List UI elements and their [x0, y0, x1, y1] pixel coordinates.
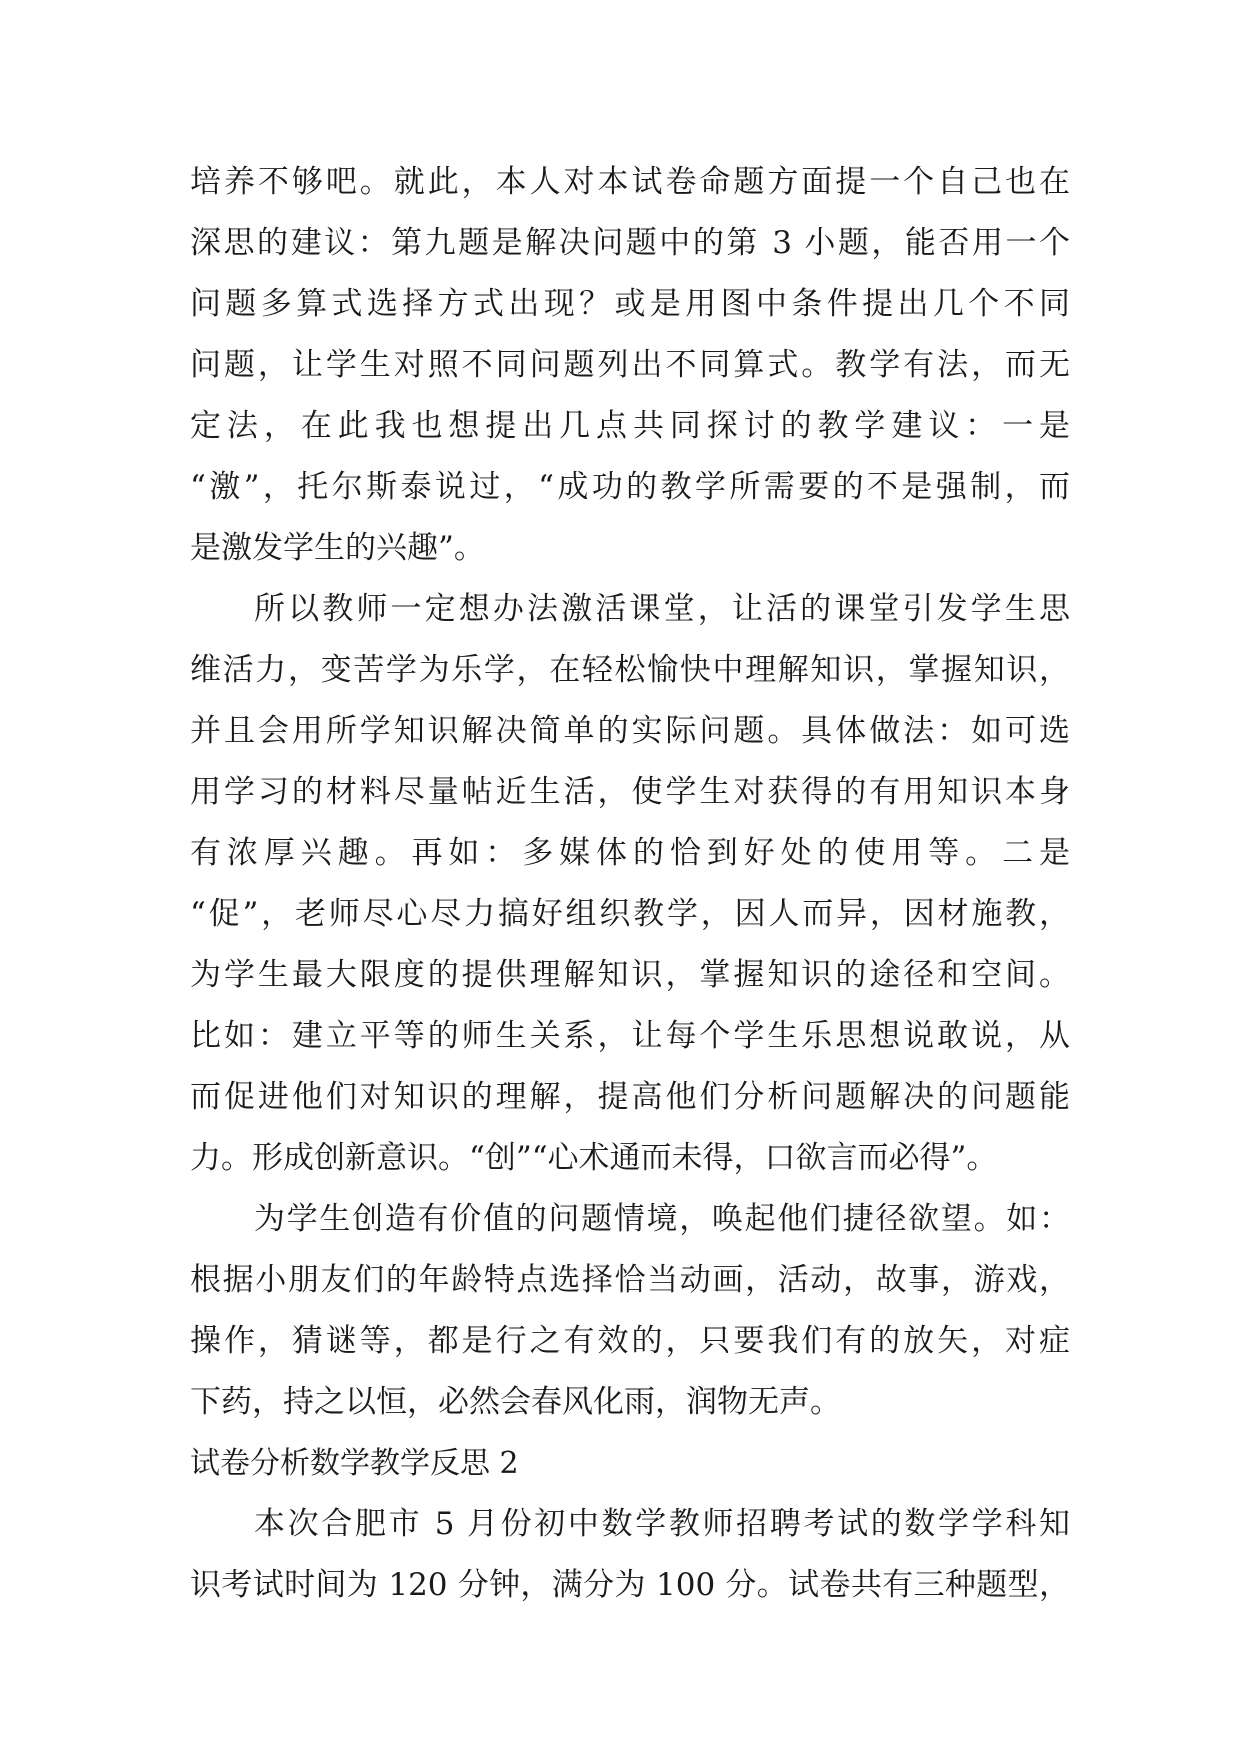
- text-line: 而促进他们对知识的理解，提高他们分析问题解决的问题能: [190, 1079, 1070, 1115]
- text-line: 本次合肥市 5 月份初中数学教师招聘考试的数学学科知: [254, 1506, 1070, 1542]
- text-line: 比如：建立平等的师生关系，让每个学生乐思想说敢说，从: [190, 1018, 1070, 1054]
- paragraph-2: [190, 579, 1070, 1189]
- text-line: 所以教师一定想办法激活课堂，让活的课堂引发学生思: [254, 591, 1070, 627]
- text-line: 力。形成创新意识。“创”“心术通而未得，口欲言而必得”。: [190, 1140, 998, 1176]
- paragraph-1: [190, 152, 1070, 579]
- text-line: 问题，让学生对照不同问题列出不同算式。教学有法，而无: [190, 347, 1070, 383]
- text-line: 下药，持之以恒，必然会春风化雨，润物无声。: [190, 1384, 841, 1420]
- text-line: 为学生最大限度的提供理解知识，掌握知识的途径和空间。: [190, 957, 1070, 993]
- text-line: 用学习的材料尽量帖近生活，使学生对获得的有用知识本身: [190, 774, 1070, 810]
- document-body: [190, 152, 1070, 1616]
- text-line: 操作，猜谜等，都是行之有效的，只要我们有的放矢，对症: [190, 1323, 1070, 1359]
- text-line: “激”，托尔斯泰说过，“成功的教学所需要的不是强制，而: [190, 469, 1070, 505]
- text-line: “促”，老师尽心尽力搞好组织教学，因人而异，因材施教，: [190, 896, 1070, 932]
- text-line: 维活力，变苦学为乐学，在轻松愉快中理解知识，掌握知识，: [190, 652, 1070, 688]
- paragraph-4: [190, 1494, 1070, 1616]
- text-line: 定法，在此我也想提出几点共同探讨的教学建议：一是: [190, 408, 1070, 444]
- text-line: 是激发学生的兴趣”。: [190, 530, 485, 566]
- text-line: 为学生创造有价值的问题情境，唤起他们捷径欲望。如：: [254, 1201, 1070, 1237]
- text-line: 培养不够吧。就此，本人对本试卷命题方面提一个自己也在: [190, 164, 1070, 200]
- section-heading: 试卷分析数学教学反思 2: [190, 1446, 519, 1481]
- text-line: 问题多算式选择方式出现？或是用图中条件提出几个不同: [190, 286, 1070, 322]
- text-line: 识考试时间为 120 分钟，满分为 100 分。试卷共有三种题型，: [190, 1567, 1070, 1603]
- text-line: 根据小朋友们的年龄特点选择恰当动画，活动，故事，游戏，: [190, 1262, 1070, 1298]
- text-line: 有浓厚兴趣。再如：多媒体的恰到好处的使用等。二是: [190, 835, 1070, 871]
- paragraph-3: [190, 1189, 1070, 1433]
- text-line: 深思的建议：第九题是解决问题中的第 3 小题，能否用一个: [190, 225, 1070, 261]
- text-line: 并且会用所学知识解决简单的实际问题。具体做法：如可选: [190, 713, 1070, 749]
